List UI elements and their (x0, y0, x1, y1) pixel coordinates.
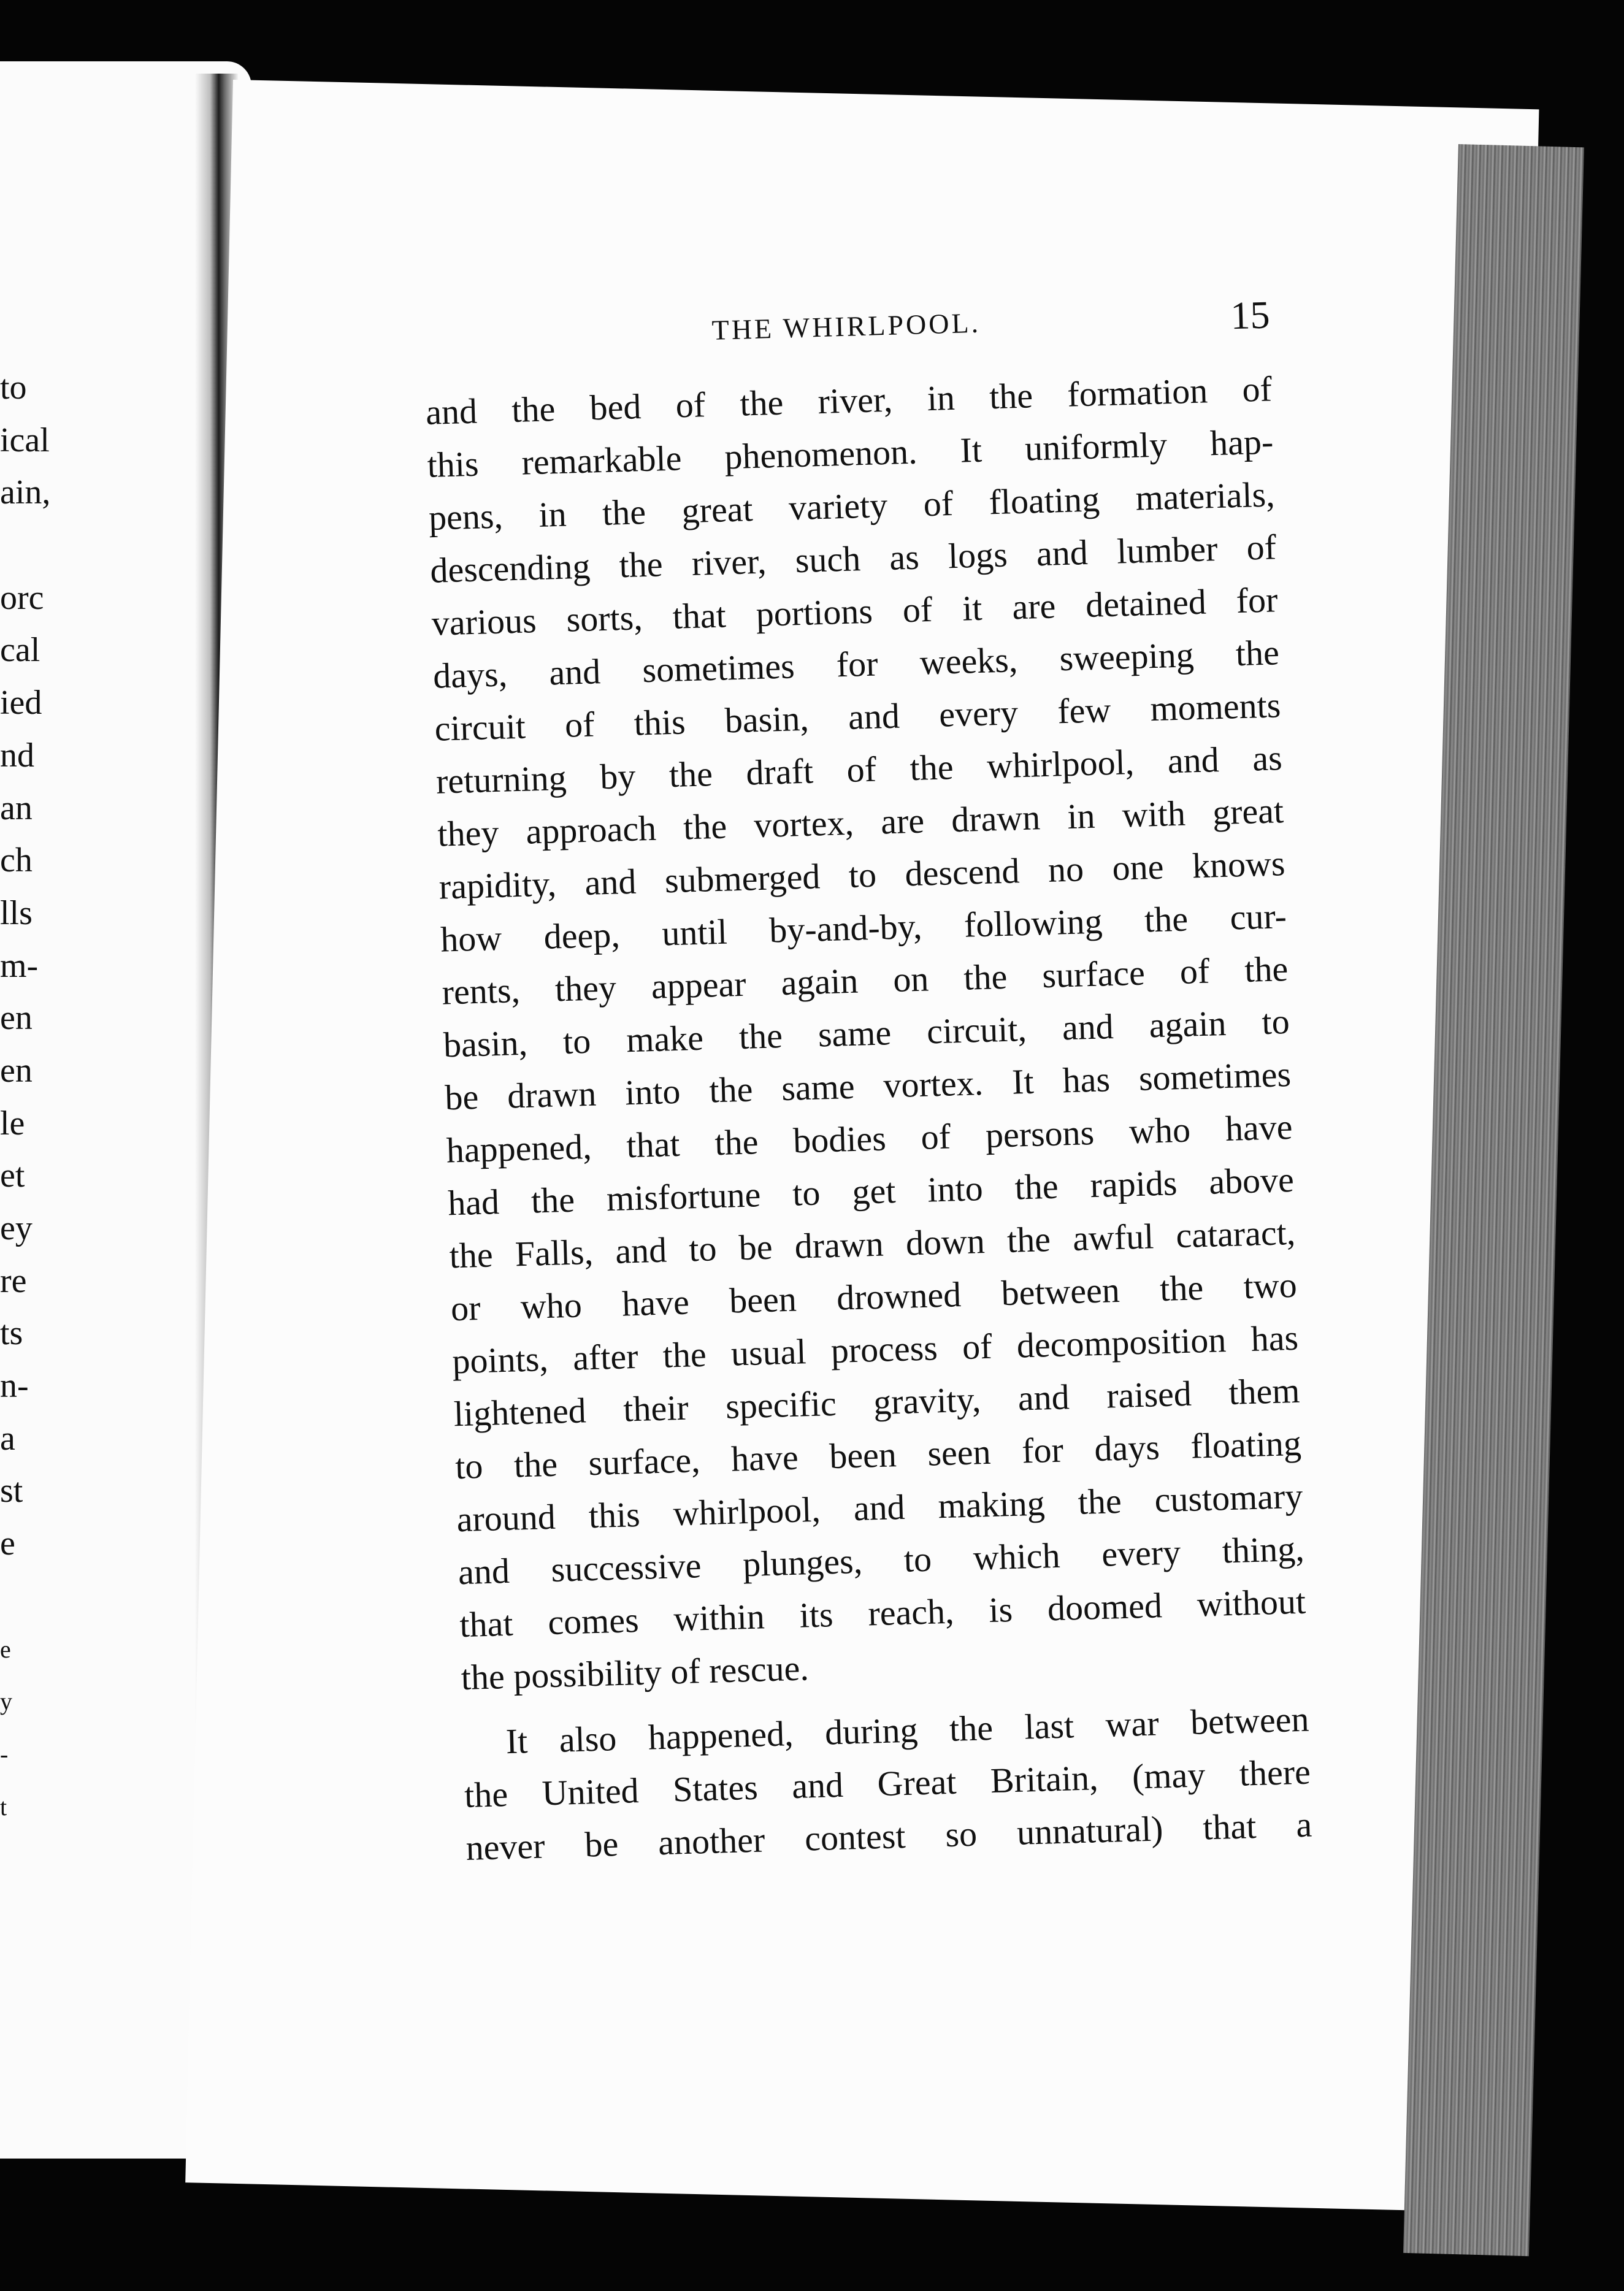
text-line: lightened their specific gravity, and raised them (453, 1370, 1301, 1434)
text-line: had the misfortune to get into the rapids above (447, 1159, 1295, 1223)
left-page-fragment (0, 1570, 67, 1623)
body-text (425, 362, 1312, 1875)
text-line: rents, they appear again on the surface of the (441, 949, 1289, 1012)
left-page-fragment: e (0, 1635, 11, 1663)
left-page-fragment: st (0, 1472, 23, 1510)
left-page-fragment: n- (0, 1367, 29, 1406)
left-page-fragment: ts (0, 1314, 23, 1353)
left-page-fragment: ch (0, 841, 33, 880)
left-page-fragment (0, 519, 67, 572)
text-line: pens, in the great variety of floating materials, (428, 474, 1276, 538)
left-page-fragment: en (0, 1051, 33, 1090)
text-line: never be another contest so unnatural) that a (465, 1804, 1313, 1868)
left-page-fragment: to (0, 369, 27, 407)
text-line: various sorts, that portions of it are detained for (431, 579, 1279, 643)
left-page-fragment: ey (0, 1209, 33, 1247)
page-number: 15 (1230, 293, 1271, 338)
text-line: be drawn into the same vortex. It has sometimes (444, 1054, 1292, 1118)
left-page-fragment: le (0, 1104, 25, 1142)
text-line: around this whirlpool, and making the customary (456, 1475, 1304, 1540)
left-page-fragment: t (0, 1792, 7, 1821)
text-line: circuit of this basin, and every few moments (434, 685, 1282, 749)
text-line: the Falls, and to be drawn down the awful cataract, (448, 1212, 1297, 1276)
left-page-fragment: et (0, 1157, 25, 1195)
left-page-text-fragments (0, 362, 67, 1833)
text-line: that comes within its reach, is doomed without (459, 1581, 1306, 1645)
left-page-fragment: m- (0, 946, 39, 985)
left-page-fragment: an (0, 789, 33, 827)
text-line: returning by the draft of the whirlpool, and as (435, 738, 1283, 801)
text-line: rapidity, and submerged to descend no one knows (438, 843, 1286, 907)
text-line: this remarkable phenomenon. It uniformly hap- (426, 421, 1274, 485)
text-line: descending the river, such as logs and lumber of (429, 527, 1277, 591)
left-page-fragment: lls (0, 893, 33, 932)
text-line: they approach the vortex, are drawn in with great (437, 790, 1284, 854)
text-line: points, after the usual process of decomposition has (451, 1317, 1299, 1382)
text-line: the United States and Great Britain, (may there (464, 1751, 1311, 1816)
left-page-fragment: ied (0, 684, 42, 722)
left-page-fragment: re (0, 1261, 27, 1300)
paragraph (462, 1693, 1313, 1875)
left-page-fragment: ain, (0, 473, 51, 512)
text-line: and the bed of the river, in the formation of (425, 369, 1273, 432)
text-line: to the surface, have been seen for days floating (454, 1423, 1302, 1487)
text-line: It also happened, during the last war between (505, 1699, 1310, 1762)
text-line: days, and sometimes for weeks, sweeping the (432, 632, 1280, 696)
text-line: how deep, until by-and-by, following the cur- (440, 896, 1287, 960)
paragraph (425, 362, 1308, 1704)
left-page-fragment: orc (0, 578, 44, 617)
running-head: THE WHIRLPOOL. (711, 307, 981, 346)
left-page-fragment: cal (0, 631, 40, 670)
text-line: or who have been drowned between the two (450, 1264, 1298, 1329)
text-line: basin, to make the same circuit, and again to (443, 1001, 1290, 1065)
left-page-fragment: en (0, 999, 33, 1038)
left-page-fragment: nd (0, 736, 34, 775)
text-line: the possibility of rescue. (460, 1648, 810, 1698)
left-page-fragment: y (0, 1688, 12, 1716)
left-page-fragment: e (0, 1524, 15, 1563)
left-page-fragment: - (0, 1740, 9, 1768)
left-page-fragment: ical (0, 421, 50, 459)
text-line: happened, that the bodies of persons who have (445, 1106, 1293, 1171)
left-page-fragment: a (0, 1419, 15, 1458)
text-line: and successive plunges, to which every thing, (458, 1528, 1305, 1593)
